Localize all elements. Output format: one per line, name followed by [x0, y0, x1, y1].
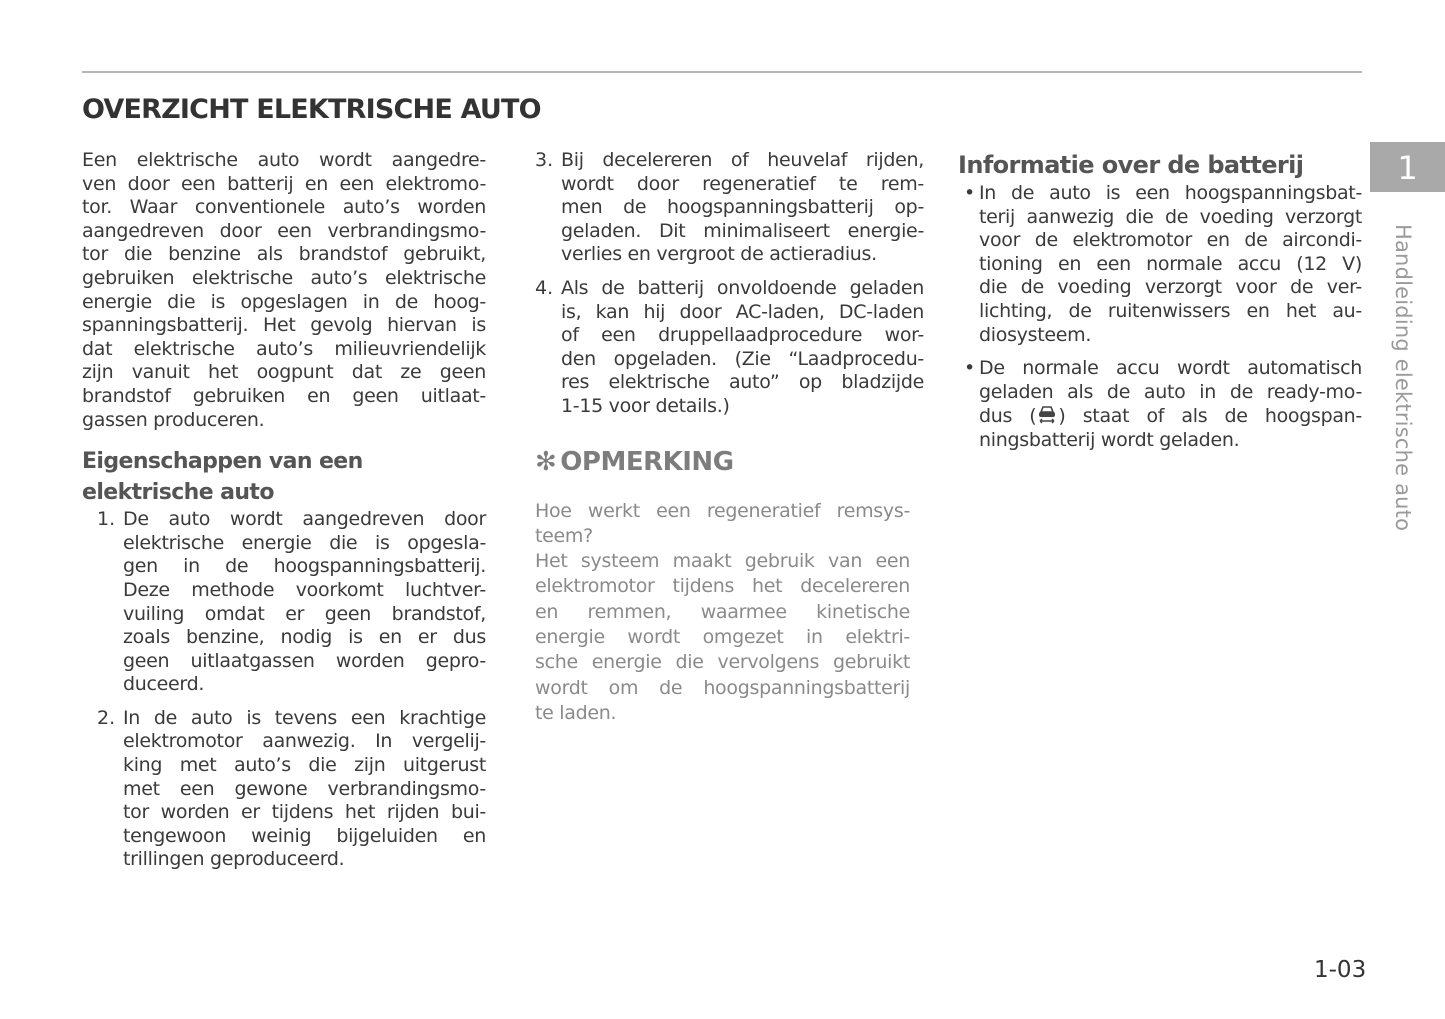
text-line: verlies en vergroot de actieradius. [561, 243, 877, 266]
text-line: elektromotor aanwezig. In vergelij- [123, 730, 486, 753]
text-line: is, kan hij door AC-laden, DC-laden [561, 300, 924, 323]
text-line: met een gewone verbrandingsmo- [123, 777, 486, 800]
text-line: geen uitlaatgassen worden gepro- [123, 649, 486, 672]
text-line: en remmen, waarmee kinetische [535, 600, 910, 623]
text-line: Als de batterij onvoldoende geladen [561, 276, 924, 299]
chapter-tab: 1 [1370, 142, 1445, 192]
text-line: king met auto’s die zijn uitgerust [123, 754, 486, 777]
note-heading [535, 447, 910, 477]
text-line: Deze methode voorkomt luchtver- [123, 578, 486, 601]
asterisk-icon: ✻ [535, 446, 557, 477]
text-line: Bij decelereren of heuvelaf rijden, [561, 149, 924, 171]
list-text [123, 707, 486, 872]
text-line: teem? [535, 524, 593, 547]
list-item [82, 508, 486, 697]
list-number: 1. [97, 508, 116, 531]
column-3 [958, 148, 1362, 463]
note-answer [535, 549, 910, 726]
text-line: Een elektrische auto wordt aangedre- [82, 149, 486, 171]
section-heading: Informatie over de batterij [958, 151, 1304, 179]
text-line: terij aanwezig die de voeding verzorgt [979, 205, 1362, 228]
top-rule [82, 71, 1362, 73]
text-line: trillingen geproduceerd. [123, 848, 345, 871]
bullet-icon: • [964, 182, 976, 204]
text-line: gebruiken elektrische auto’s elektrische [82, 266, 486, 289]
section-heading-line2: elektrische auto [82, 480, 274, 506]
text-fragment: ) staat of als de hoogspan- [1058, 405, 1362, 428]
text-line: voor de elektromotor en de aircondi- [979, 229, 1362, 252]
text-line: elektromotor tijdens het decelereren [535, 575, 910, 598]
ready-mode-car-icon [1036, 404, 1058, 424]
column-2 [520, 149, 924, 726]
text-line: tor. Waar conventionele auto’s worden [82, 196, 486, 219]
list-item [520, 149, 924, 267]
section-heading-line1: Eigenschappen van een [82, 449, 363, 475]
list-text [123, 508, 486, 697]
side-chapter-label: Handleiding elektrische auto [1391, 224, 1415, 532]
text-line: ven door een batterij en een elektromo- [82, 172, 486, 195]
text-line: dat elektrische auto’s milieuvriendelijk [82, 337, 486, 360]
note-box [535, 447, 910, 727]
text-line: wordt om de hoogspanningsbatterij [535, 676, 910, 699]
text-line: tioning en een normale accu (12 V) [979, 252, 1362, 275]
text-line: of een druppellaadprocedure wor- [561, 324, 924, 347]
text-line: men de hoogspanningsbatterij op- [561, 196, 924, 219]
text-line: Het systeem maakt gebruik van een [535, 550, 910, 573]
text-line: In de auto is een hoogspanningsbat- [979, 182, 1362, 204]
text-line: elektrische energie die is opgesla- [123, 531, 486, 554]
list-text [561, 277, 924, 419]
text-line: diosysteem. [979, 323, 1092, 346]
bullet-text [979, 182, 1362, 347]
bullet-item [958, 182, 1362, 347]
text-line: vuiling omdat er geen brandstof, [123, 602, 486, 625]
intro-paragraph [82, 149, 486, 432]
text-line: wordt door regeneratief te rem- [561, 172, 924, 195]
text-line: tor worden er tijdens het rijden bui- [123, 801, 486, 824]
list-number: 3. [535, 149, 554, 171]
bullet-item [958, 357, 1362, 452]
text-line: energie wordt omgezet in elektri- [535, 626, 910, 649]
text-line: Hoe werkt een regeneratief remsys- [535, 499, 910, 522]
text-line: gen in de hoogspanningsbatterij. [123, 555, 486, 578]
text-line: geladen. Dit minimaliseert energie- [561, 219, 924, 242]
note-question [535, 499, 910, 550]
column-1 [82, 149, 486, 882]
text-line [979, 404, 1362, 429]
text-line: aangedreven door een verbrandingsmo- [82, 219, 486, 242]
text-line: duceerd. [123, 673, 205, 696]
text-line: sche energie die vervolgens gebruikt [535, 651, 910, 674]
text-line: In de auto is tevens een krachtige [123, 706, 486, 729]
text-line: lichting, de ruitenwissers en het au- [979, 299, 1362, 322]
text-line: spanningsbatterij. Het gevolg hiervan is [82, 314, 486, 337]
text-fragment: dus ( [979, 405, 1037, 428]
list-item [520, 277, 924, 419]
text-line: den opgeladen. (Zie “Laadprocedu- [561, 347, 924, 370]
page-number: 1-03 [1314, 957, 1367, 983]
text-line: 1-15 voor details.) [561, 394, 730, 417]
text-line: res elektrische auto” op bladzijde [561, 371, 924, 394]
text-line: die de voeding verzorgt voor de ver- [979, 276, 1362, 299]
page-title: OVERZICHT ELEKTRISCHE AUTO [82, 94, 541, 125]
text-line: brandstof gebruiken en geen uitlaat- [82, 384, 486, 407]
text-line: gassen produceren. [82, 408, 265, 431]
text-line: energie die is opgeslagen in de hoog- [82, 290, 486, 313]
list-text [561, 149, 924, 267]
text-line: ningsbatterij wordt geladen. [979, 428, 1240, 451]
note-heading-text: OPMERKING [560, 446, 734, 477]
text-line: te laden. [535, 701, 617, 724]
text-line: geladen als de auto in de ready-mo- [979, 380, 1362, 403]
text-line: zoals benzine, nodig is en er dus [123, 626, 486, 649]
text-line: De auto wordt aangedreven door [123, 508, 486, 531]
list-item [82, 707, 486, 872]
list-number: 2. [97, 706, 116, 729]
bullet-icon: • [964, 357, 976, 380]
text-line: De normale accu wordt automatisch [979, 357, 1362, 380]
text-line: tor die benzine als brandstof gebruikt, [82, 243, 486, 266]
list-number: 4. [535, 276, 554, 299]
text-line: zijn vanuit het oogpunt dat ze geen [82, 361, 486, 384]
text-line: tengewoon weinig bijgeluiden en [123, 824, 486, 847]
